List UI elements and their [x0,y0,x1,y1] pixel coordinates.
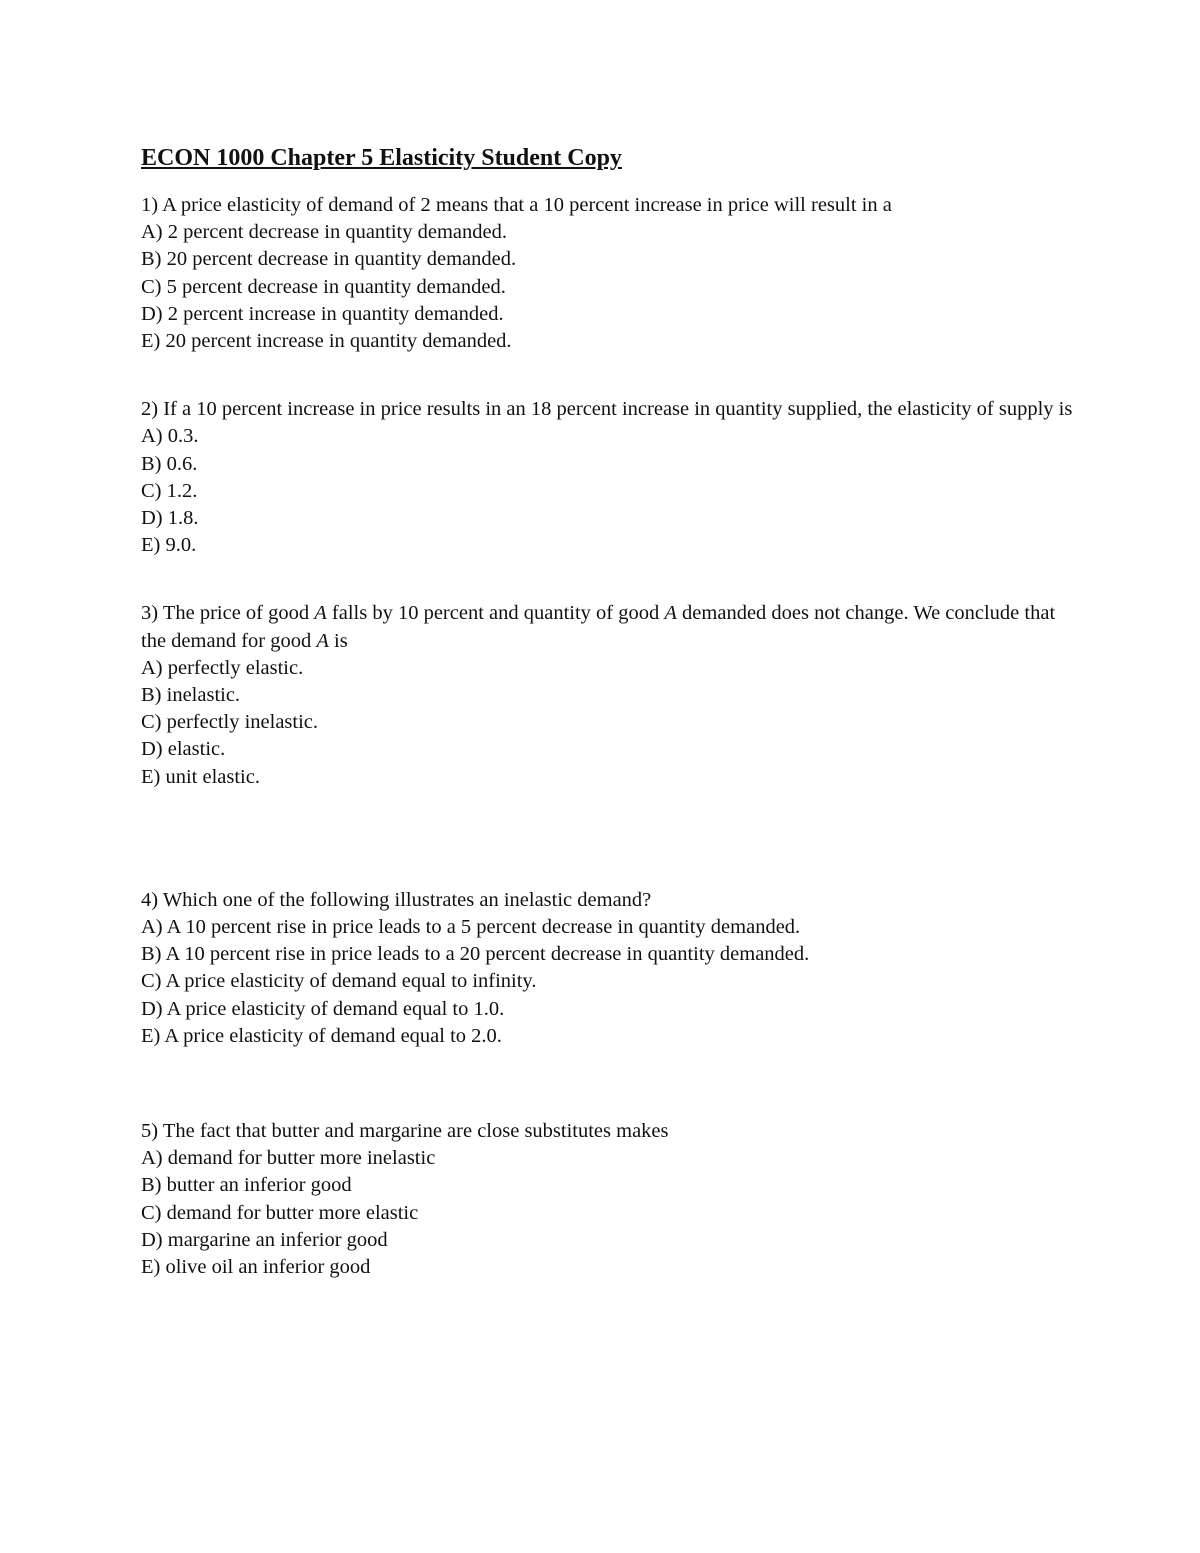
question-2-option-e: E) 9.0. [141,534,197,557]
question-3-option-b: B) inelastic. [141,684,241,707]
question-2-option-b: B) 0.6. [141,452,198,475]
question-2-option-d: D) 1.8. [141,507,199,530]
question-3-text [141,600,1081,654]
question-2 [141,396,1081,559]
document-body [141,142,1081,1281]
question-3-text-part: 3) The price of good [141,602,315,625]
question-2-options [141,423,1081,559]
question-1-option-d: D) 2 percent increase in quantity demanded. [141,302,504,325]
question-4-option-b: B) A 10 percent rise in price leads to a 20 percent decrease in quantity demanded. [141,943,810,966]
question-4-options [141,914,1081,1050]
question-5-option-d: D) margarine an inferior good [141,1228,388,1251]
question-4 [141,887,1081,1050]
question-3 [141,600,1081,790]
question-1-option-a: A) 2 percent decrease in quantity demanded. [141,221,507,244]
question-1-option-e: E) 20 percent increase in quantity demanded. [141,330,512,353]
question-1 [141,192,1081,355]
question-3-text-part: is [328,629,348,652]
question-3-text-part: falls by 10 percent and quantity of good [326,602,665,625]
good-a-variable: A [314,602,327,625]
question-2-text: 2) If a 10 percent increase in price results in an 18 percent increase in quantity supplied, the elasticity of supply is [141,398,1073,421]
question-4-option-d: D) A price elasticity of demand equal to 1.0. [141,997,505,1020]
question-1-text: 1) A price elasticity of demand of 2 means that a 10 percent increase in price will result in a [141,194,892,216]
question-2-option-c: C) 1.2. [141,479,198,502]
good-a-variable: A [316,629,329,652]
question-5-options [141,1145,1081,1281]
question-3-options [141,655,1081,791]
question-4-option-c: C) A price elasticity of demand equal to infinity. [141,970,537,993]
question-1-options [141,219,1081,355]
question-5-text: 5) The fact that butter and margarine are close substitutes makes [141,1120,669,1143]
question-2-option-a: A) 0.3. [141,425,199,448]
question-5-option-c: C) demand for butter more elastic [141,1201,419,1224]
question-1-option-b: B) 20 percent decrease in quantity demanded. [141,248,517,271]
question-4-option-a: A) A 10 percent rise in price leads to a 5 percent decrease in quantity demanded. [141,916,801,939]
question-4-text: 4) Which one of the following illustrates an inelastic demand? [141,888,652,911]
question-5-option-e: E) olive oil an inferior good [141,1256,371,1279]
document-title: ECON 1000 Chapter 5 Elasticity Student Copy [141,145,622,171]
question-1-option-c: C) 5 percent decrease in quantity demanded. [141,275,506,298]
question-5-option-a: A) demand for butter more inelastic [141,1147,436,1170]
question-5 [141,1118,1081,1281]
question-3-option-e: E) unit elastic. [141,765,260,788]
question-3-option-d: D) elastic. [141,738,226,761]
question-3-option-a: A) perfectly elastic. [141,656,304,679]
question-3-option-c: C) perfectly inelastic. [141,711,319,734]
question-5-option-b: B) butter an inferior good [141,1174,352,1197]
good-a-variable: A [664,602,677,625]
question-4-option-e: E) A price elasticity of demand equal to 2.0. [141,1024,502,1047]
question-3-text-part: demanded does not change. We conclude that the demand for good [141,602,1056,652]
